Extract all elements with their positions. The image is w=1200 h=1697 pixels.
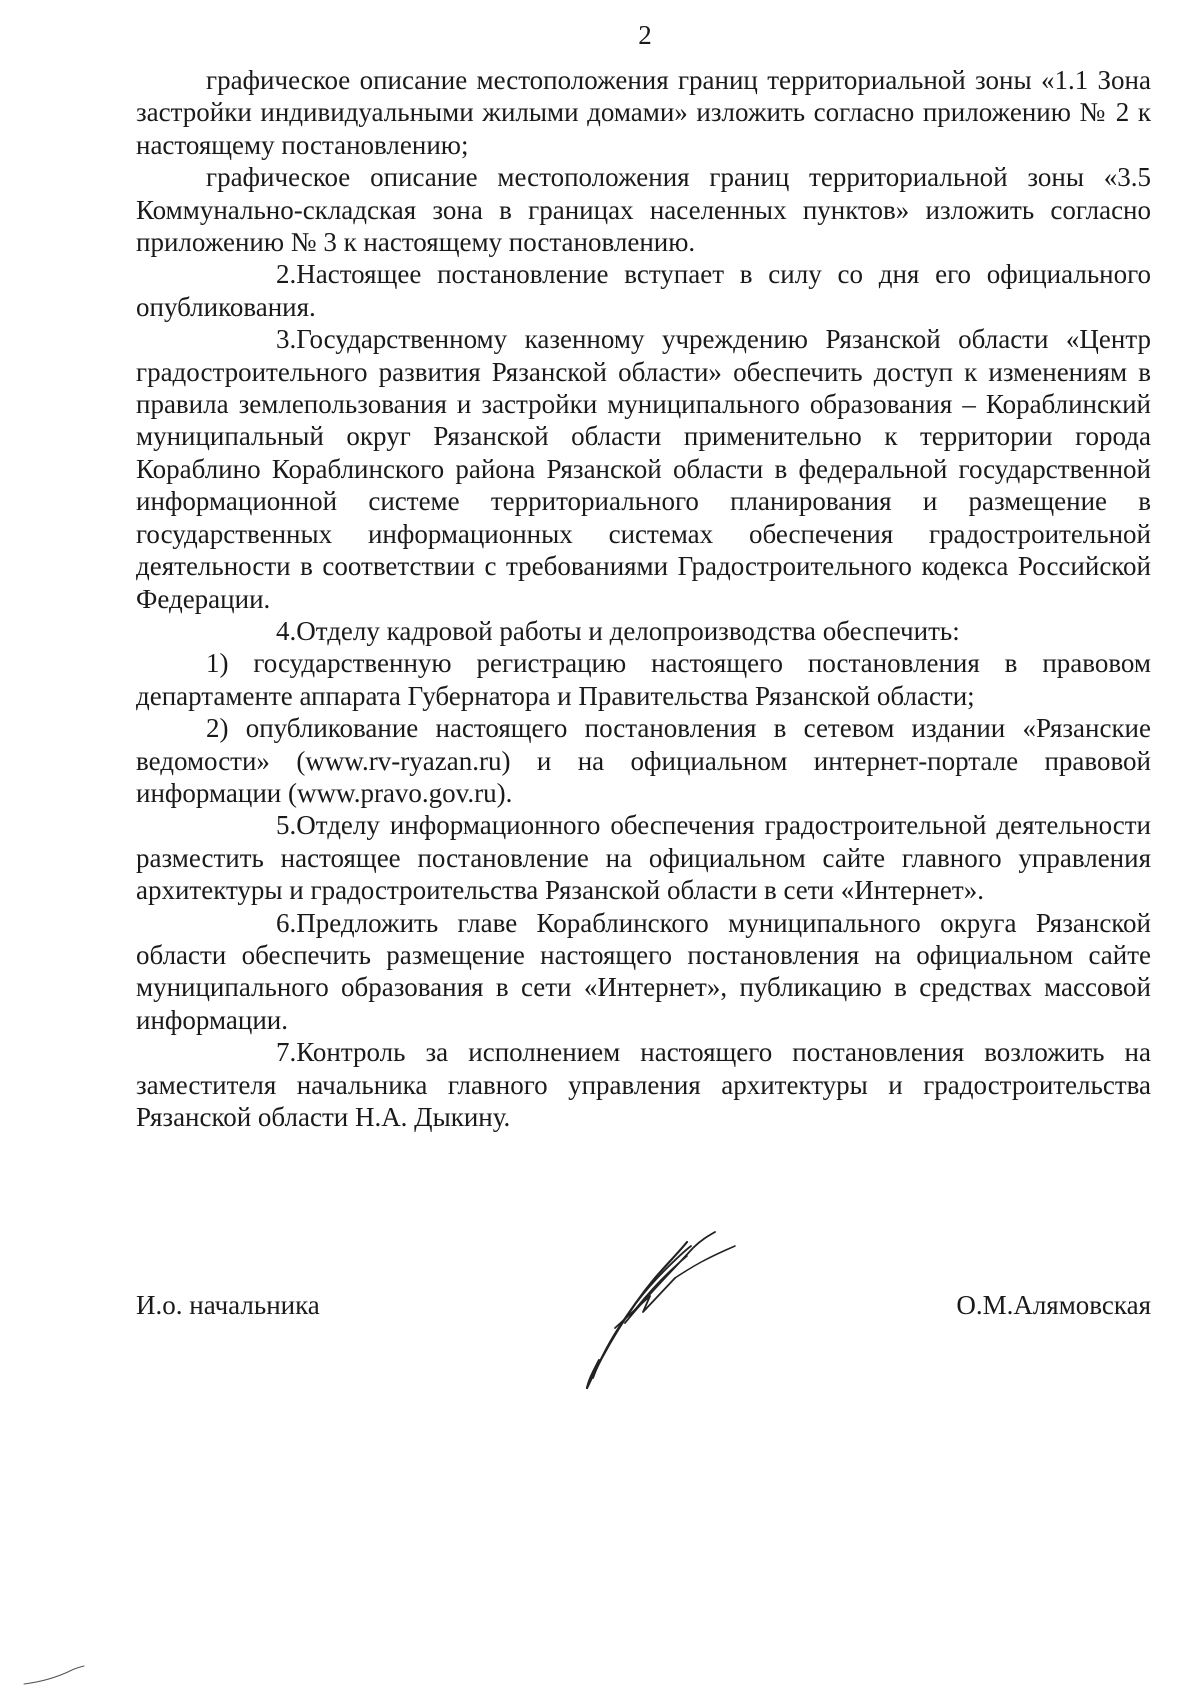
item-number: 7. xyxy=(276,1037,297,1068)
signatory-name: О.М.Алямовская xyxy=(956,1290,1151,1320)
paragraph-text: Отделу кадровой работы и делопроизводства обеспечить: xyxy=(296,615,960,646)
paragraph-item-6 xyxy=(136,907,1151,1037)
item-number: 6. xyxy=(276,907,297,938)
paragraph-text: Контроль за исполнением настоящего постановления возложить на заместителя начальника главного управления архитектуры и градостроительства Рязанской области Н.А. Дыкину. xyxy=(136,1037,1151,1132)
paragraph-text: Предложить главе Кораблинского муниципального округа Рязанской области обеспечить размещение настоящего постановления на официальном сайте муниципального образования в сети «Интернет», публикацию в средствах массовой информации. xyxy=(136,907,1151,1035)
item-number: 5. xyxy=(276,810,297,841)
paragraph-text: Отделу информационного обеспечения градостроительной деятельности разместить настоящее постановление на официальном сайте главного управления архитектуры и градостроительства Рязанской области в сети «Интернет». xyxy=(136,810,1151,906)
paragraph-text: графическое описание местоположения границ территориальной зоны «1.1 Зона застройки индивидуальными жилыми домами» изложить согласно приложению № 2 к настоящему постановлению; xyxy=(136,65,1151,160)
paragraph-text: графическое описание местоположения границ территориальной зоны «3.5 Коммунально-складская зона в границах населенных пунктов» изложить согласно приложению № 3 к настоящему постановлению. xyxy=(136,162,1151,258)
document-body xyxy=(136,64,1151,1133)
paragraph-subitem-2 xyxy=(136,712,1151,809)
scan-artifact-mark xyxy=(20,1660,90,1690)
paragraph-item-5 xyxy=(136,809,1151,906)
paragraph-text: 2) опубликование настоящего постановления в сетевом издании «Рязанские ведомости» (www.rv-ryazan.ru) и на официальном интернет-портале правовой информации (www.pravo.gov.ru). xyxy=(136,713,1151,808)
item-number: 3. xyxy=(276,324,297,355)
page-number: 2 xyxy=(638,20,652,50)
paragraph-text: Настоящее постановление вступает в силу со дня его официального опубликования. xyxy=(136,259,1151,322)
signatory-role: И.о. начальника xyxy=(136,1290,320,1320)
paragraph-subitem-1 xyxy=(136,647,1151,712)
paragraph-zone-3-5 xyxy=(136,161,1151,258)
paragraph-item-3 xyxy=(136,323,1151,615)
paragraph-item-4 xyxy=(136,615,1151,647)
paragraph-item-2 xyxy=(136,258,1151,323)
item-number: 2. xyxy=(276,259,297,290)
paragraph-item-7 xyxy=(136,1036,1151,1133)
paragraph-zone-1-1 xyxy=(136,64,1151,161)
paragraph-text: Государственному казенному учреждению Рязанской области «Центр градостроительного развития Рязанской области» обеспечить доступ к изменениям в правила землепользования и застройки муниципального образования – Кораблинский муниципальный округ Рязанской области применительно к территории города Кораблино Кораблинского района Рязанской области в федеральной государственной информационной системе территориального планирования и размещение в государственных информационных системах обеспечения градостроительной деятельности в соответствии с требованиями Градостроительного кодекса Российской Федерации. xyxy=(136,324,1151,614)
paragraph-text: 1) государственную регистрацию настоящего постановления в правовом департаменте аппарата Губернатора и Правительства Рязанской области; xyxy=(136,648,1151,711)
item-number: 4. xyxy=(276,615,297,646)
signature-block xyxy=(136,1290,1151,1330)
